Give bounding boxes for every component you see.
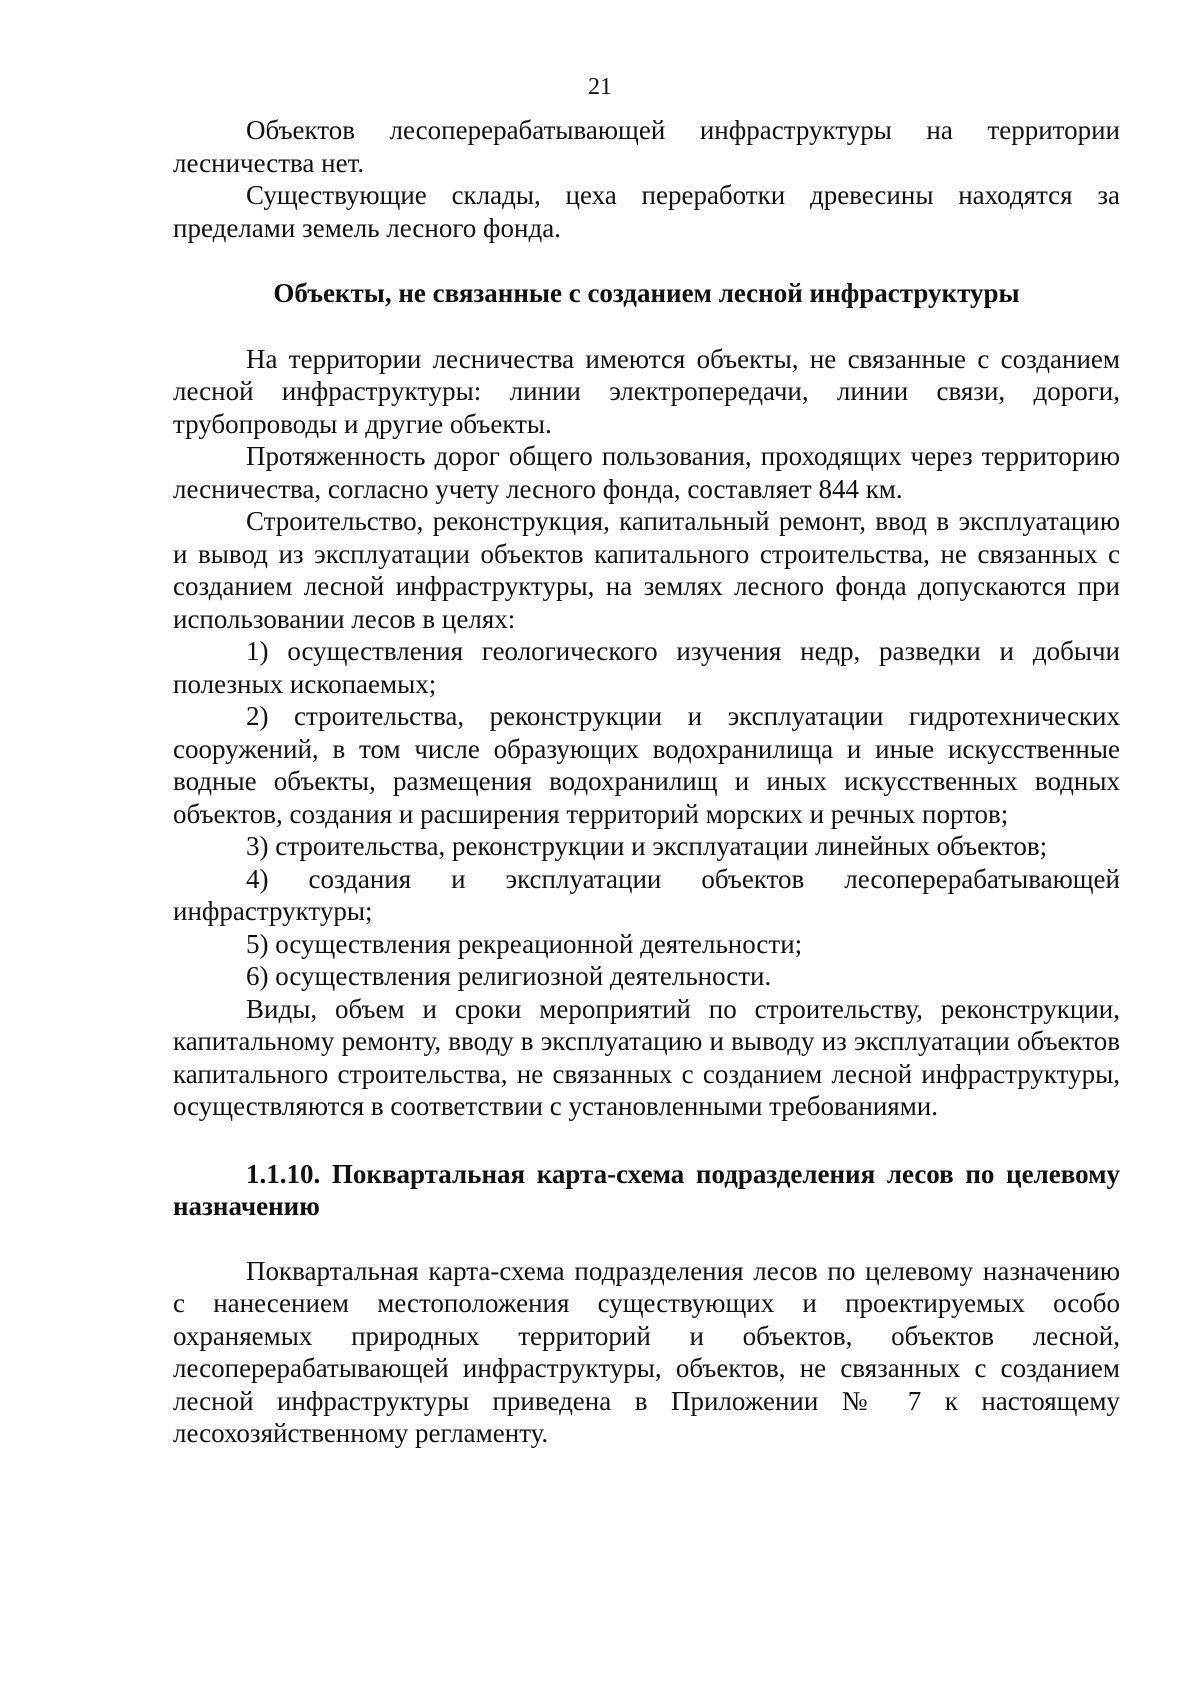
list-item: 3) строительства, реконструкции и эксплуатации линейных объектов;	[246, 831, 1048, 861]
page-content	[173, 114, 1120, 1450]
heading-unrelated-objects: Объекты, не связанные с созданием лесной инфраструктуры	[273, 278, 1020, 308]
paragraph-road-length: Протяженность дорог общего пользования, проходящих через территорию лесничества, согласно учету лесного фонда, составляет 844 км.	[173, 441, 1120, 504]
list-item: 6) осуществления религиозной деятельности.	[246, 961, 772, 991]
paragraph-requirements: Виды, объем и сроки мероприятий по строительству, реконструкции, капитальному ремонту, вводу в эксплуатацию и выводу из эксплуатации объектов капитального строительства, не связанных с созданием лесной инфраструктуры, осуществляются в соответствии с установленными требованиями.	[173, 993, 1120, 1121]
page-number: 21	[588, 74, 612, 100]
paragraph-no-processing-objects: Объектов лесоперерабатывающей инфраструктуры на территории лесничества нет.	[173, 115, 1120, 178]
section-heading-1-1-10: 1.1.10. Поквартальная карта-схема подразделения лесов по целевому назначению	[173, 1158, 1120, 1221]
list-item: 1) осуществления геологического изучения недр, разведки и добычи полезных ископаемых;	[173, 636, 1120, 699]
paragraph-unrelated-objects-list: На территории лесничества имеются объекты, не связанные с созданием лесной инфраструктуры: линии электропередачи, линии связи, дороги, трубопроводы и другие объекты.	[173, 343, 1120, 439]
paragraph-warehouses: Существующие склады, цеха переработки древесины находятся за пределами земель лесного фонда.	[173, 180, 1120, 243]
list-item: 4) создания и эксплуатации объектов лесоперерабатывающей инфраструктуры;	[173, 863, 1120, 926]
paragraph-map-scheme: Поквартальная карта-схема подразделения лесов по целевому назначению с нанесением местоположения существующих и проектируемых особо охраняемых природных территорий и объектов, объектов лесной, лесоперерабатывающей инфраструктуры, объектов, не связанных с созданием лесной инфраструктуры приведена в Приложении № 7 к настоящему лесохозяйственному регламенту.	[173, 1255, 1120, 1448]
list-item: 5) осуществления рекреационной деятельности;	[246, 928, 803, 959]
list-item: 2) строительства, реконструкции и эксплуатации гидротехнических сооружений, в том числе образующих водохранилища и иные искусственные водные объекты, размещения водохранилищ и иных искусственных водных объектов, создания и расширения территорий морских и речных портов;	[173, 701, 1120, 829]
paragraph-construction-purposes: Строительство, реконструкция, капитальный ремонт, ввод в эксплуатацию и вывод из эксплуатации объектов капитального строительства, не связанных с созданием лесной инфраструктуры, на землях лесного фонда допускаются при использовании лесов в целях:	[173, 506, 1120, 634]
